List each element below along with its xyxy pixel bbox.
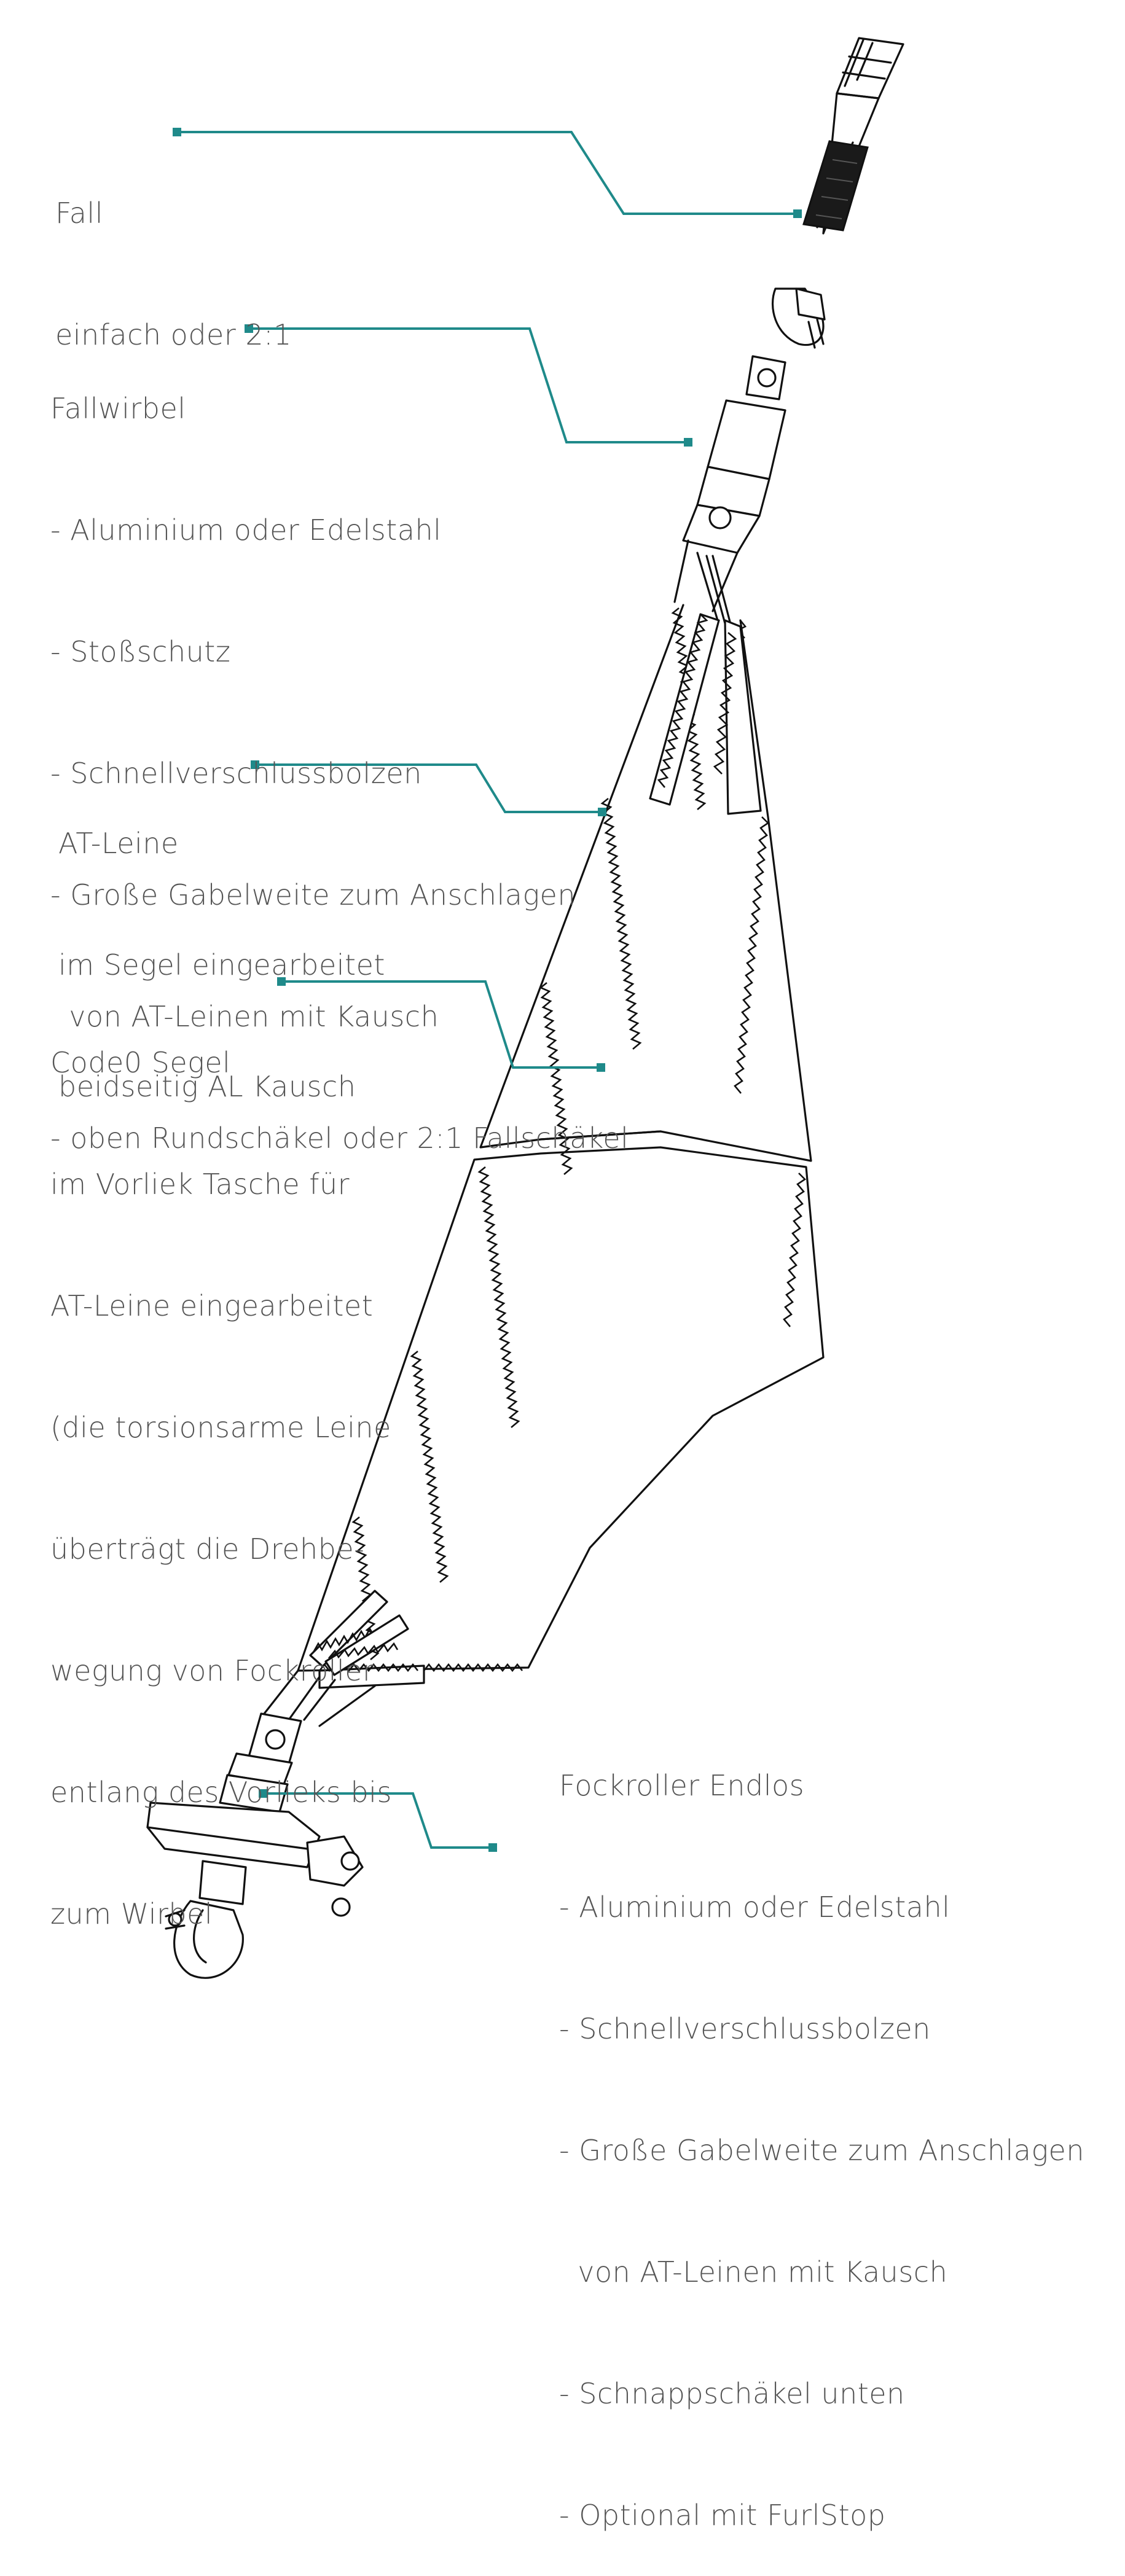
- callout-fockroller-line: von AT-Leinen mit Kausch: [559, 2255, 948, 2289]
- callout-fockroller: [559, 1684, 1084, 2576]
- callout-fockroller-line: - Optional mit FurlStop: [559, 2499, 886, 2532]
- callout-code0-segel-line: AT-Leine eingearbeitet: [50, 1289, 374, 1322]
- callout-code0-segel-line: im Vorliek Tasche für: [50, 1168, 350, 1201]
- callout-code0-segel-line: entlang des Vorlieks bis: [50, 1776, 392, 1809]
- callout-fallwirbel-line: - oben Rundschäkel oder 2:1 Fallschäkel: [50, 1122, 629, 1155]
- callout-fall-title: Fall: [55, 197, 103, 230]
- callout-at-leine-line: beidseitig AL Kausch: [58, 1070, 356, 1103]
- callout-fockroller-line: - Schnappschäkel unten: [559, 2377, 905, 2410]
- callout-code0-segel-title: Code0 Segel: [50, 1046, 231, 1079]
- callout-fockroller-line: - Schnellverschlussbolzen: [559, 2012, 931, 2045]
- callout-code0-segel: [50, 961, 392, 1975]
- callout-fallwirbel-title: Fallwirbel: [50, 392, 186, 425]
- callout-fallwirbel-line: - Schnellverschlussbolzen: [50, 757, 422, 790]
- callout-at-leine-line: im Segel eingearbeitet: [58, 948, 385, 982]
- callout-fockroller-line: - Große Gabelweite zum Anschlagen: [559, 2134, 1085, 2167]
- callout-at-leine-title: AT-Leine: [58, 827, 179, 860]
- callout-code0-segel-line: zum Wirbel: [50, 1897, 213, 1930]
- callout-fallwirbel-line: von AT-Leinen mit Kausch: [50, 1000, 439, 1033]
- top-swivel: [675, 289, 825, 626]
- callout-code0-segel-line: wegung von Fockroller: [50, 1654, 375, 1687]
- callout-fallwirbel-line: - Stoßschutz: [50, 635, 231, 668]
- callout-code0-segel-line: (die torsionsarme Leine: [50, 1411, 391, 1444]
- callout-fockroller-title: Fockroller Endlos: [559, 1769, 805, 1802]
- callout-fallwirbel-line: - Aluminium oder Edelstahl: [50, 513, 442, 547]
- callout-fockroller-line: - Aluminium oder Edelstahl: [559, 1891, 951, 1924]
- rope-sleeve: [804, 141, 868, 230]
- callout-fall-line: einfach oder 2:1: [55, 318, 292, 351]
- callout-fallwirbel-line: - Große Gabelweite zum Anschlagen: [50, 878, 576, 911]
- callout-code0-segel-line: überträgt die Drehbe-: [50, 1532, 365, 1566]
